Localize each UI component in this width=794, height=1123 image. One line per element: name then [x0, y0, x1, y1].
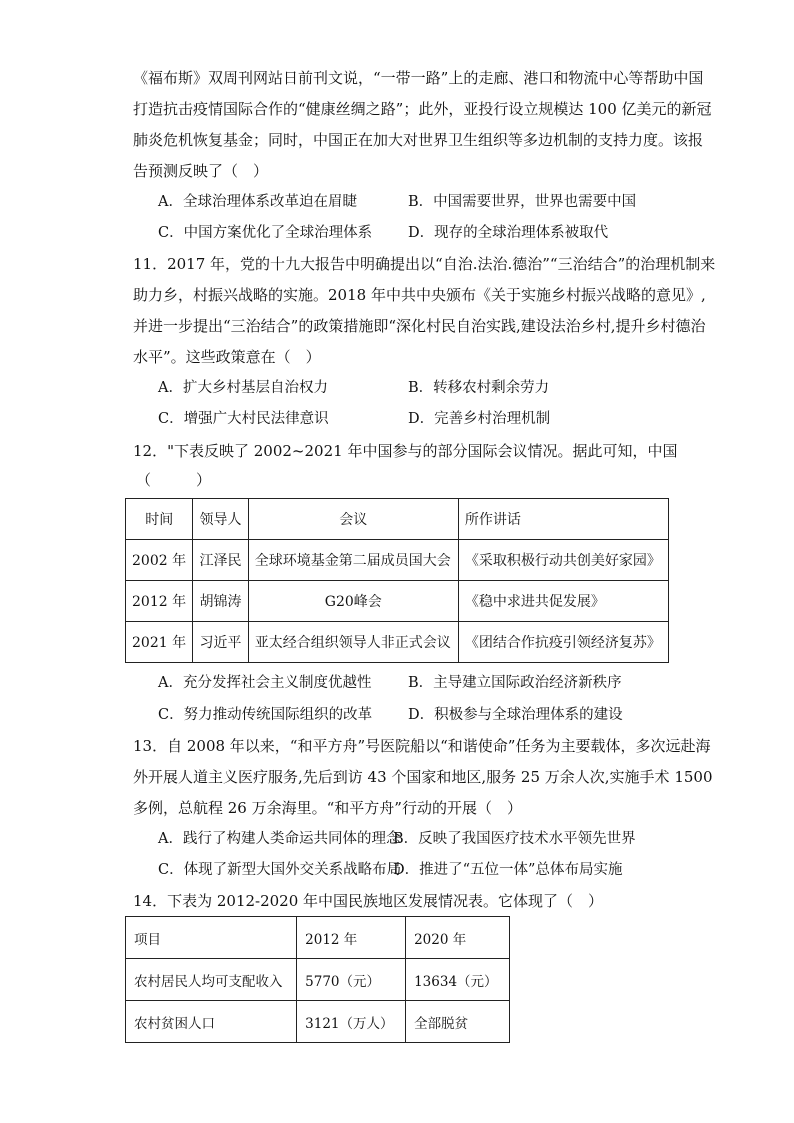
q11-option-d: D．完善乡村治理机制 — [408, 411, 551, 427]
table-cell: 5770（元） — [297, 959, 406, 1001]
table-header-cell: 领导人 — [193, 499, 248, 540]
q14-line-1: 14．下表为 2012-2020 年中国民族地区发展情况表。它体现了（ ） — [133, 892, 604, 910]
table-cell: 2021 年 — [126, 622, 193, 663]
table-row — [126, 622, 669, 663]
table-row — [126, 959, 510, 1001]
table-cell: 习近平 — [193, 622, 248, 663]
q12-option-c: C．努力推动传统国际组织的改革 — [158, 707, 373, 723]
q11-line-3: 并进一步提出“三治结合”的政策措施即“深化村民自治实践,建设法治乡村,提升乡村德治 — [133, 317, 706, 335]
q13-option-b: B．反映了我国医疗技术水平领先世界 — [393, 831, 636, 847]
table-cell: 《团结合作抗疫引领经济复苏》 — [458, 622, 668, 663]
q14-table — [125, 916, 510, 1043]
table-cell: 《稳中求进共促发展》 — [458, 581, 668, 622]
table-header-cell: 会议 — [248, 499, 458, 540]
q13-option-d: D．推进了“五位一体”总体布局实施 — [393, 862, 623, 878]
q13-line-3: 多例，总航程 26 万余海里。“和平方舟”行动的开展（ ） — [133, 799, 522, 817]
q13-line-2: 外开展人道主义医疗服务,先后到访 43 个国家和地区,服务 25 万余人次,实施手术 1500 — [133, 768, 713, 786]
table-header-cell: 项目 — [126, 917, 297, 959]
q11-option-a: A．扩大乡村基层自治权力 — [158, 380, 328, 396]
table-cell: 3121（万人） — [297, 1001, 406, 1043]
q11-line-4: 水平”。这些政策意在（ ） — [133, 348, 321, 366]
q10-line-1: 《福布斯》双周刊网站日前刊文说，“一带一路”上的走廊、港口和物流中心等帮助中国 — [133, 69, 704, 87]
q10-option-d: D．现存的全球治理体系被取代 — [408, 225, 609, 241]
table-cell: 农村居民人均可支配收入 — [126, 959, 297, 1001]
table-cell: 全部脱贫 — [406, 1001, 510, 1043]
table-cell: 江泽民 — [193, 540, 248, 581]
table-cell: 农村贫困人口 — [126, 1001, 297, 1043]
q11-line-2: 助力乡，村振兴战略的实施。2018 年中共中央颁布《关于实施乡村振兴战略的意见》, — [133, 286, 706, 304]
table-header-row — [126, 499, 669, 540]
q10-line-2: 打造抗击疫情国际合作的“健康丝绸之路”；此外，亚投行设立规模达 100 亿美元的新冠 — [133, 100, 712, 118]
q10-line-4: 告预测反映了（ ） — [133, 162, 269, 180]
table-row — [126, 581, 669, 622]
table-cell: G20峰会 — [248, 581, 458, 622]
q11-line-1: 11．2017 年，党的十九大报告中明确提出以“自治.法治.德治”“三治结合”的治理机制来 — [133, 255, 716, 273]
q12-option-d: D．积极参与全球治理体系的建设 — [408, 707, 623, 723]
table-cell: 全球环境基金第二届成员国大会 — [248, 540, 458, 581]
q12-line-2: （ ） — [136, 471, 212, 489]
q11-option-c: C．增强广大村民法律意识 — [158, 411, 329, 427]
table-cell: 2002 年 — [126, 540, 193, 581]
q10-option-c: C．中国方案优化了全球治理体系 — [158, 225, 373, 241]
table-header-cell: 所作讲话 — [458, 499, 668, 540]
q10-line-3: 肺炎危机恢复基金；同时，中国正在加大对世界卫生组织等多边机制的支持力度。该报 — [133, 131, 704, 149]
q13-option-c: C．体现了新型大国外交关系战略布局 — [158, 862, 402, 878]
q12-table — [125, 498, 669, 663]
q12-option-a: A．充分发挥社会主义制度优越性 — [158, 675, 372, 691]
table-row — [126, 540, 669, 581]
table-header-row — [126, 917, 510, 959]
q10-option-a: A．全球治理体系改革迫在眉睫 — [158, 194, 357, 210]
table-cell: 13634（元） — [406, 959, 510, 1001]
q13-option-a: A．践行了构建人类命运共同体的理念 — [158, 831, 401, 847]
q10-option-b: B．中国需要世界，世界也需要中国 — [408, 194, 637, 210]
table-header-cell: 2020 年 — [406, 917, 510, 959]
table-header-cell: 时间 — [126, 499, 193, 540]
table-cell: 2012 年 — [126, 581, 193, 622]
table-row — [126, 1001, 510, 1043]
table-cell: 《采取积极行动共创美好家园》 — [458, 540, 668, 581]
q11-option-b: B．转移农村剩余劳力 — [408, 380, 550, 396]
table-header-cell: 2012 年 — [297, 917, 406, 959]
table-cell: 亚太经合组织领导人非正式会议 — [248, 622, 458, 663]
q12-option-b: B．主导建立国际政治经济新秩序 — [408, 675, 622, 691]
table-cell: 胡锦涛 — [193, 581, 248, 622]
q12-line-1: 12．"下表反映了 2002~2021 年中国参与的部分国际会议情况。据此可知，中国 — [133, 442, 678, 460]
q13-line-1: 13．自 2008 年以来，“和平方舟”号医院船以“和谐使命”任务为主要载体，多次远赴海 — [133, 737, 711, 755]
